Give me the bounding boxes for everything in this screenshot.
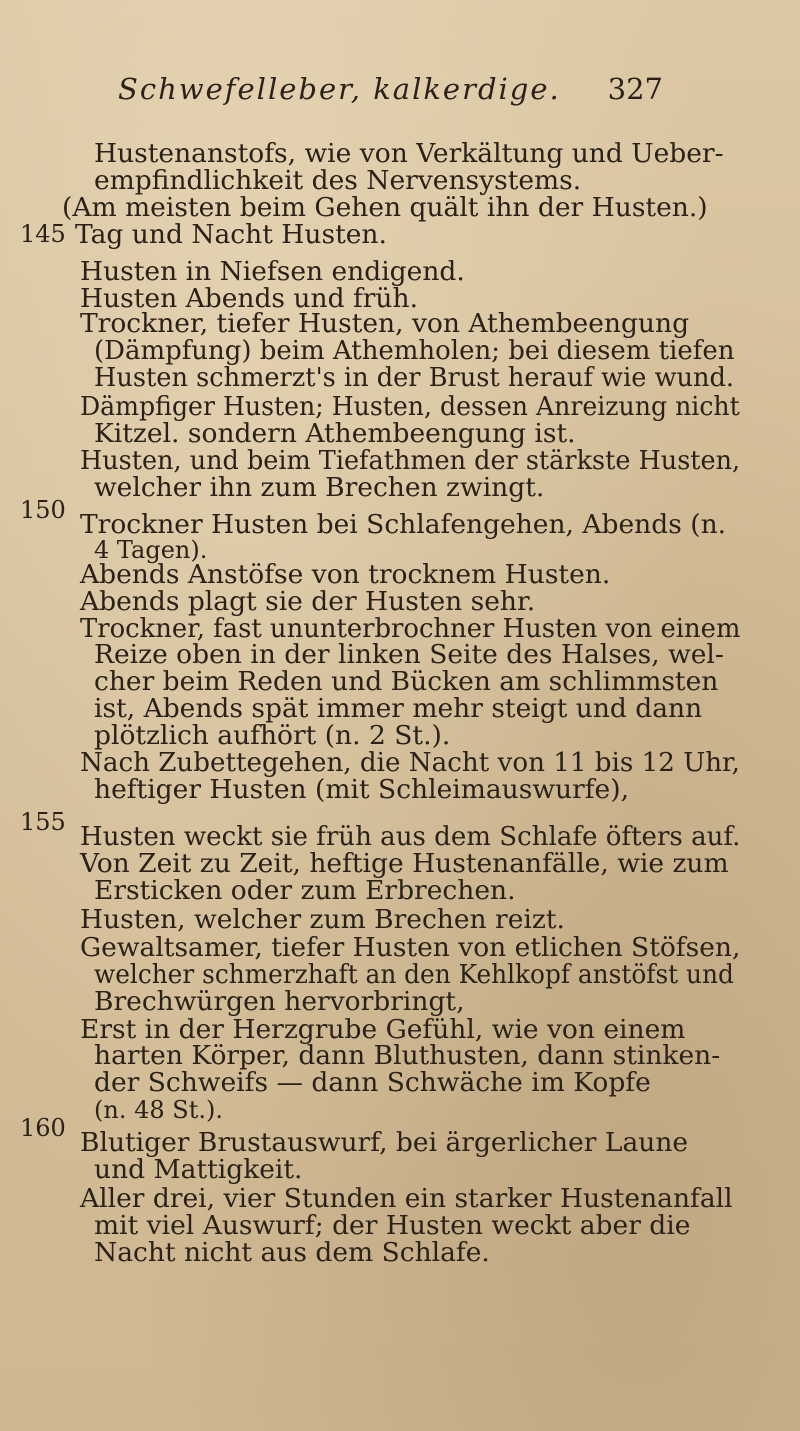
text-line: Blutiger Brustauswurf, bei ärgerlicher Laune [80,1127,689,1158]
text-line: heftiger Husten (mit Schleimauswurfe), [94,774,629,805]
text-line: Husten in Niefsen endigend. [80,256,465,287]
text-line: (n. 48 St.). [94,1096,223,1124]
text-line: empfindlichkeit des Nervensystems. [94,165,582,196]
line-number-160: 160 [20,1114,66,1142]
text-line: Nacht nicht aus dem Schlafe. [94,1237,490,1268]
running-head: Schwefelleber, kalkerdige. [118,72,561,106]
text-line: Hustenanstofs, wie von Verkältung und Ueber- [94,138,724,169]
text-line: Von Zeit zu Zeit, heftige Hustenanfälle, wie zum [80,848,729,879]
text-line: Brechwürgen hervorbringt, [94,986,465,1017]
text-line: Dämpfiger Husten; Husten, dessen Anreizung nicht [80,391,740,422]
text-line: Trockner Husten bei Schlafengehen, Abends (n. [80,509,727,540]
text-line: cher beim Reden und Bücken am schlimmsten [94,666,719,697]
text-line: Husten Abends und früh. [80,283,418,314]
page-header [118,72,663,116]
text-line: Aller drei, vier Stunden ein starker Hustenanfall [80,1183,733,1214]
text-line: Trockner, tiefer Husten, von Athembeengung [80,308,690,339]
text-line: Husten, und beim Tiefathmen der stärkste Husten, [80,445,741,476]
text-line: (Dämpfung) beim Athemholen; bei diesem tiefen [94,335,735,366]
line-number-145: 145 [20,220,66,248]
page-number: 327 [607,72,663,106]
text-line: Gewaltsamer, tiefer Husten von etlichen Stöfsen, [80,932,741,963]
text-line: Tag und Nacht Husten. [75,219,387,250]
text-line: plötzlich aufhört (n. 2 St.). [94,720,451,751]
text-line: mit viel Auswurf; der Husten weckt aber die [94,1210,691,1241]
text-line: und Mattigkeit. [94,1154,303,1185]
text-line: der Schweifs — dann Schwäche im Kopfe [94,1067,651,1098]
text-line: Kitzel. sondern Athembeengung ist. [94,418,576,449]
text-line: Husten, welcher zum Brechen reizt. [80,904,565,935]
text-line: Trockner, fast ununterbrochner Husten von einem [80,613,741,644]
line-number-150: 150 [20,496,66,524]
text-line: Husten schmerzt's in der Brust herauf wie wund. [94,362,735,393]
text-line: Abends Anstöfse von trocknem Husten. [80,559,611,590]
text-line: Ersticken oder zum Erbrechen. [94,875,516,906]
text-line: ist, Abends spät immer mehr steigt und dann [94,693,703,724]
text-line: welcher ihn zum Brechen zwingt. [94,472,545,503]
text-line: Husten weckt sie früh aus dem Schlafe öfters auf. [80,821,741,852]
text-line: harten Körper, dann Bluthusten, dann stinken- [94,1040,721,1071]
text-line: Nach Zubettegehen, die Nacht von 11 bis 12 Uhr, [80,747,740,778]
text-line: (Am meisten beim Gehen quält ihn der Husten.) [62,192,708,223]
text-line: Reize oben in der linken Seite des Halses, wel- [94,639,724,670]
text-line: 4 Tagen). [94,536,208,564]
line-number-155: 155 [20,808,66,836]
text-line: Erst in der Herzgrube Gefühl, wie von einem [80,1014,686,1045]
text-line: welcher schmerzhaft an den Kehlkopf anstöfst und [94,959,734,990]
text-line: Abends plagt sie der Husten sehr. [80,586,536,617]
